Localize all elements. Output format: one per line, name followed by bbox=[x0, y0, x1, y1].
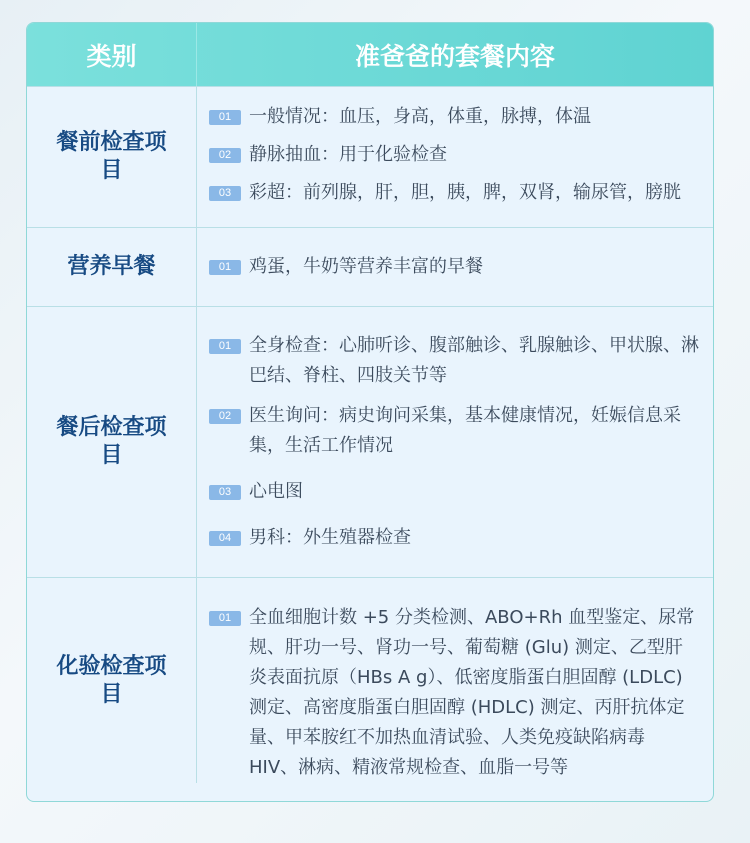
item-text: 静脉抽血：用于化验检查 bbox=[249, 144, 447, 165]
item-number-badge: 01 bbox=[209, 260, 241, 275]
row-content bbox=[197, 228, 713, 306]
list-item bbox=[209, 178, 713, 208]
row-category-label: 餐后检查项目 bbox=[56, 415, 167, 468]
table-row bbox=[27, 306, 713, 577]
row-content bbox=[197, 87, 713, 227]
row-category-label: 营养早餐 bbox=[67, 254, 156, 279]
list-item bbox=[209, 477, 713, 507]
table-row bbox=[27, 86, 713, 227]
row-category bbox=[27, 87, 197, 227]
item-text: 男科：外生殖器检查 bbox=[249, 527, 411, 548]
row-category bbox=[27, 578, 197, 783]
item-text: 医生询问：病史询问采集，基本健康情况，妊娠信息采集，生活工作情况 bbox=[249, 405, 681, 456]
table-row bbox=[27, 227, 713, 306]
header-category: 类别 bbox=[27, 23, 197, 86]
item-number-badge: 01 bbox=[209, 339, 241, 354]
item-text: 心电图 bbox=[249, 481, 303, 502]
row-category-label: 餐前检查项目 bbox=[56, 130, 167, 183]
list-item bbox=[209, 331, 713, 391]
item-number-badge: 02 bbox=[209, 409, 241, 424]
item-text: 全身检查：心肺听诊、腹部触诊、乳腺触诊、甲状腺、淋巴结、脊柱、四肢关节等 bbox=[249, 335, 699, 386]
item-number-badge: 04 bbox=[209, 531, 241, 546]
item-number-badge: 02 bbox=[209, 148, 241, 163]
item-text: 鸡蛋，牛奶等营养丰富的早餐 bbox=[249, 256, 483, 277]
item-number-badge: 01 bbox=[209, 110, 241, 125]
header-content: 准爸爸的套餐内容 bbox=[354, 41, 555, 71]
list-item bbox=[209, 252, 497, 282]
row-content bbox=[197, 578, 713, 783]
item-number-badge: 01 bbox=[209, 611, 241, 626]
item-number-badge: 03 bbox=[209, 485, 241, 500]
item-text: 彩超：前列腺，肝，胆，胰，脾，双肾，输尿管，膀胱 bbox=[249, 182, 681, 203]
item-number-badge: 03 bbox=[209, 186, 241, 201]
list-item bbox=[209, 523, 713, 553]
list-item bbox=[209, 401, 713, 461]
row-category bbox=[27, 307, 197, 577]
item-text: 一般情况：血压，身高，体重，脉搏，体温 bbox=[249, 106, 591, 127]
item-text: 全血细胞计数 +5 分类检测、ABO+Rh 血型鉴定、尿常规、肝功一号、肾功一号、葡萄糖 (Glu) 测定、乙型肝炎表面抗原（HBs A g）、低密度脂蛋白胆固醇 (LDLC) 测定、高密度脂蛋白胆固醇 (HDLC) 测定、丙肝抗体定量、甲苯胺红不加热血清试验、人类免疫缺陷病毒 HIV、淋病、精液常规检查、血脂一号等 bbox=[249, 607, 695, 778]
package-table bbox=[26, 22, 714, 802]
table-header bbox=[27, 23, 713, 86]
row-category-label: 化验检查项目 bbox=[56, 653, 167, 707]
row-content bbox=[197, 307, 713, 577]
list-item bbox=[209, 102, 713, 132]
row-category bbox=[27, 228, 197, 306]
list-item bbox=[209, 603, 713, 783]
list-item bbox=[209, 140, 713, 170]
table-row bbox=[27, 577, 713, 783]
